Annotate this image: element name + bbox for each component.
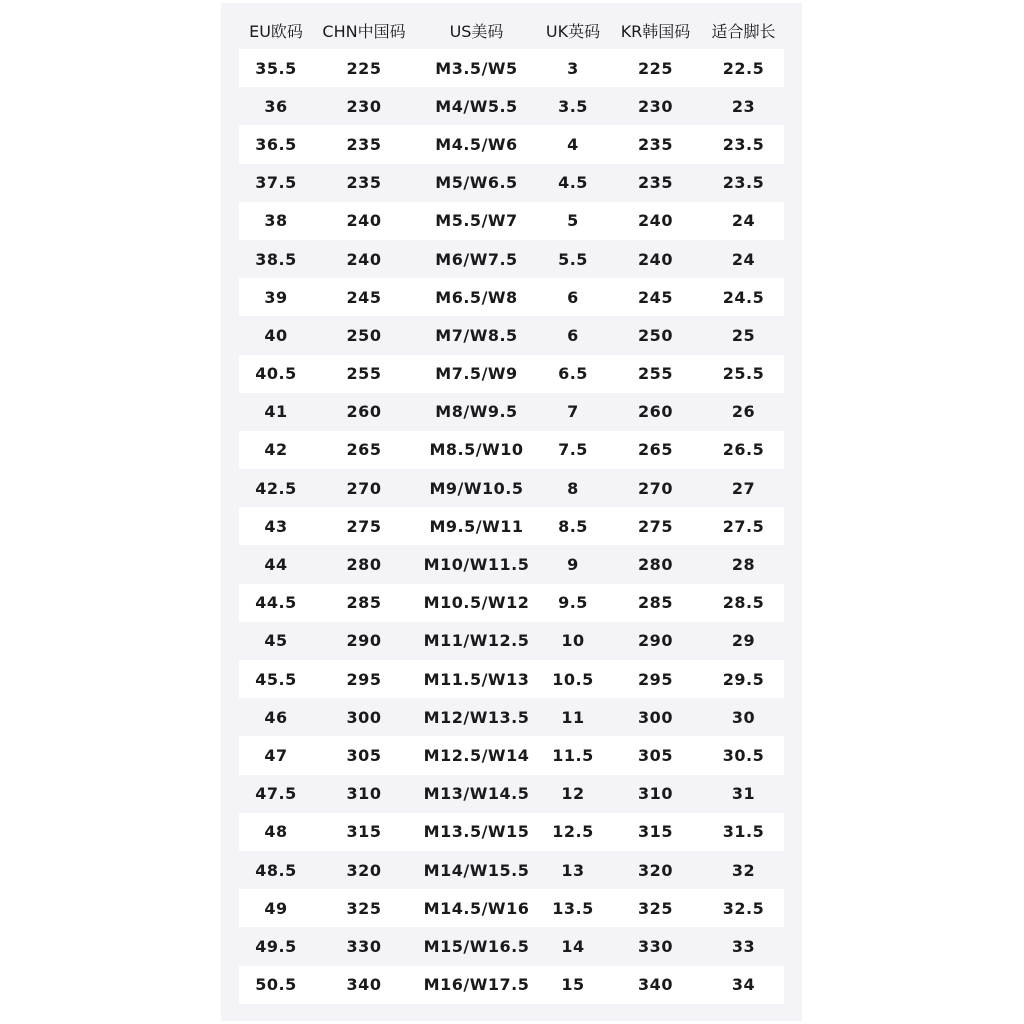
- cell-kr: 225: [638, 58, 673, 78]
- header-foot-length: 适合脚长: [711, 21, 776, 41]
- cell-chn: 230: [346, 96, 382, 116]
- cell-chn: 285: [346, 593, 382, 613]
- cell-foot-length: 22.5: [722, 58, 765, 78]
- table-row: [239, 278, 784, 316]
- cell-uk: 15: [561, 975, 585, 995]
- cell-chn: 305: [346, 745, 382, 765]
- cell-chn: 295: [346, 669, 382, 689]
- header-eu: EU欧码: [249, 21, 303, 41]
- cell-uk: 3: [567, 58, 579, 78]
- table-row: [239, 507, 784, 545]
- cell-eu: 35.5: [255, 58, 297, 78]
- cell-foot-length: 24: [731, 211, 756, 231]
- cell-foot-length: 24: [731, 249, 756, 269]
- cell-kr: 295: [638, 669, 673, 689]
- cell-us: M12/W13.5: [423, 707, 530, 727]
- cell-uk: 7: [567, 402, 579, 422]
- cell-us: M13/W14.5: [423, 784, 530, 804]
- table-row: [239, 393, 784, 431]
- cell-chn: 235: [346, 134, 382, 154]
- cell-us: M14/W15.5: [423, 860, 530, 880]
- table-row: [239, 966, 784, 1004]
- cell-uk: 8: [567, 478, 579, 498]
- cell-us: M7/W8.5: [435, 325, 518, 345]
- cell-foot-length: 27: [731, 478, 756, 498]
- cell-us: M5/W6.5: [435, 173, 518, 193]
- cell-foot-length: 31: [731, 784, 756, 804]
- header-uk: UK英码: [545, 21, 601, 41]
- cell-uk: 12: [561, 784, 585, 804]
- table-body: [239, 49, 784, 1004]
- cell-us: M5.5/W7: [435, 211, 518, 231]
- cell-eu: 45.5: [255, 669, 297, 689]
- cell-uk: 9.5: [558, 593, 588, 613]
- cell-eu: 40.5: [255, 364, 297, 384]
- cell-foot-length: 30: [731, 707, 756, 727]
- cell-eu: 41: [264, 402, 288, 422]
- table-row: [239, 355, 784, 393]
- table-row: [239, 622, 784, 660]
- cell-uk: 6.5: [558, 364, 588, 384]
- cell-eu: 46: [264, 707, 288, 727]
- cell-foot-length: 29: [731, 631, 756, 651]
- cell-eu: 39: [264, 287, 288, 307]
- table-row: [239, 125, 784, 163]
- cell-chn: 225: [346, 58, 382, 78]
- cell-eu: 44: [264, 555, 288, 575]
- cell-chn: 315: [346, 822, 382, 842]
- cell-chn: 270: [346, 478, 382, 498]
- cell-uk: 4: [567, 134, 579, 154]
- cell-foot-length: 31.5: [722, 822, 765, 842]
- cell-uk: 12.5: [552, 822, 594, 842]
- cell-kr: 275: [638, 516, 673, 536]
- cell-foot-length: 26.5: [722, 440, 765, 460]
- cell-kr: 235: [638, 134, 673, 154]
- cell-uk: 10.5: [552, 669, 594, 689]
- cell-kr: 320: [638, 860, 673, 880]
- table-row: [239, 164, 784, 202]
- cell-kr: 240: [638, 211, 673, 231]
- cell-eu: 38.5: [255, 249, 297, 269]
- cell-chn: 330: [346, 936, 382, 956]
- cell-kr: 260: [638, 402, 673, 422]
- cell-us: M12.5/W14: [423, 745, 530, 765]
- cell-uk: 10: [561, 631, 585, 651]
- cell-us: M8/W9.5: [435, 402, 518, 422]
- cell-kr: 240: [638, 249, 673, 269]
- cell-chn: 310: [346, 784, 382, 804]
- cell-eu: 44.5: [255, 593, 297, 613]
- cell-uk: 4.5: [558, 173, 588, 193]
- cell-uk: 6: [567, 325, 579, 345]
- header-us: US美码: [449, 21, 504, 41]
- cell-us: M13.5/W15: [423, 822, 530, 842]
- table-row: [239, 736, 784, 774]
- table-row: [239, 660, 784, 698]
- cell-chn: 250: [346, 325, 382, 345]
- cell-us: M9/W10.5: [429, 478, 524, 498]
- cell-foot-length: 32: [731, 860, 756, 880]
- cell-us: M11/W12.5: [423, 631, 530, 651]
- table-row: [239, 698, 784, 736]
- cell-chn: 245: [346, 287, 382, 307]
- cell-eu: 43: [264, 516, 288, 536]
- cell-kr: 250: [638, 325, 673, 345]
- cell-kr: 230: [638, 96, 673, 116]
- table-row: [239, 202, 784, 240]
- cell-foot-length: 24.5: [722, 287, 765, 307]
- cell-us: M15/W16.5: [423, 936, 530, 956]
- cell-chn: 240: [346, 249, 382, 269]
- table-row: [239, 775, 784, 813]
- cell-chn: 300: [346, 707, 382, 727]
- cell-eu: 38: [264, 211, 288, 231]
- cell-us: M7.5/W9: [435, 364, 518, 384]
- cell-kr: 325: [638, 898, 673, 918]
- cell-uk: 11: [561, 707, 585, 727]
- table-row: [239, 87, 784, 125]
- cell-chn: 290: [346, 631, 382, 651]
- cell-foot-length: 28: [731, 555, 756, 575]
- cell-us: M10/W11.5: [423, 555, 530, 575]
- table-row: [239, 469, 784, 507]
- cell-eu: 36.5: [255, 134, 297, 154]
- cell-us: M4/W5.5: [435, 96, 518, 116]
- cell-kr: 235: [638, 173, 673, 193]
- cell-kr: 285: [638, 593, 673, 613]
- cell-foot-length: 30.5: [722, 745, 765, 765]
- cell-foot-length: 23.5: [722, 173, 765, 193]
- table-header: [239, 12, 784, 48]
- cell-kr: 245: [638, 287, 673, 307]
- cell-eu: 36: [264, 96, 288, 116]
- cell-uk: 14: [561, 936, 585, 956]
- cell-eu: 47: [264, 745, 288, 765]
- cell-eu: 45: [264, 631, 288, 651]
- cell-kr: 300: [638, 707, 673, 727]
- cell-kr: 265: [638, 440, 673, 460]
- cell-us: M11.5/W13: [423, 669, 530, 689]
- cell-us: M6/W7.5: [435, 249, 518, 269]
- cell-chn: 280: [346, 555, 382, 575]
- cell-us: M16/W17.5: [423, 975, 530, 995]
- cell-eu: 40: [264, 325, 288, 345]
- cell-kr: 255: [638, 364, 673, 384]
- cell-foot-length: 29.5: [722, 669, 765, 689]
- cell-chn: 255: [346, 364, 382, 384]
- table-row: [239, 813, 784, 851]
- cell-uk: 11.5: [552, 745, 594, 765]
- cell-us: M14.5/W16: [423, 898, 530, 918]
- cell-uk: 13.5: [552, 898, 594, 918]
- table-row: [239, 584, 784, 622]
- cell-chn: 275: [346, 516, 382, 536]
- cell-eu: 49: [264, 898, 288, 918]
- cell-us: M3.5/W5: [435, 58, 518, 78]
- cell-foot-length: 23: [731, 96, 756, 116]
- cell-uk: 5: [567, 211, 579, 231]
- cell-kr: 270: [638, 478, 673, 498]
- table-row: [239, 316, 784, 354]
- cell-uk: 13: [561, 860, 585, 880]
- cell-kr: 290: [638, 631, 673, 651]
- table-row: [239, 851, 784, 889]
- table-row: [239, 927, 784, 965]
- cell-eu: 47.5: [255, 784, 297, 804]
- cell-eu: 37.5: [255, 173, 297, 193]
- cell-uk: 6: [567, 287, 579, 307]
- cell-chn: 325: [346, 898, 382, 918]
- table-row: [239, 431, 784, 469]
- cell-kr: 310: [638, 784, 673, 804]
- cell-uk: 9: [567, 555, 579, 575]
- cell-kr: 280: [638, 555, 673, 575]
- cell-kr: 340: [638, 975, 673, 995]
- table-row: [239, 240, 784, 278]
- cell-foot-length: 25.5: [722, 364, 765, 384]
- cell-foot-length: 25: [731, 325, 756, 345]
- cell-chn: 235: [346, 173, 382, 193]
- cell-us: M10.5/W12: [423, 593, 530, 613]
- cell-kr: 315: [638, 822, 673, 842]
- cell-eu: 49.5: [255, 936, 297, 956]
- cell-kr: 330: [638, 936, 673, 956]
- cell-eu: 42.5: [255, 478, 297, 498]
- cell-kr: 305: [638, 745, 673, 765]
- cell-chn: 265: [346, 440, 382, 460]
- cell-eu: 48.5: [255, 860, 297, 880]
- table-row: [239, 49, 784, 87]
- cell-eu: 48: [264, 822, 288, 842]
- cell-us: M4.5/W6: [435, 134, 518, 154]
- cell-us: M8.5/W10: [429, 440, 524, 460]
- header-chn: CHN中国码: [322, 21, 406, 41]
- table-row: [239, 889, 784, 927]
- cell-foot-length: 32.5: [722, 898, 765, 918]
- cell-chn: 320: [346, 860, 382, 880]
- cell-eu: 50.5: [255, 975, 297, 995]
- cell-us: M6.5/W8: [435, 287, 518, 307]
- cell-eu: 42: [264, 440, 288, 460]
- cell-foot-length: 26: [731, 402, 756, 422]
- cell-chn: 340: [346, 975, 382, 995]
- cell-foot-length: 34: [731, 975, 756, 995]
- cell-foot-length: 27.5: [722, 516, 765, 536]
- header-kr: KR韩国码: [620, 21, 691, 41]
- cell-foot-length: 28.5: [722, 593, 765, 613]
- table-row: [239, 545, 784, 583]
- cell-uk: 3.5: [558, 96, 588, 116]
- cell-uk: 5.5: [558, 249, 588, 269]
- cell-chn: 260: [346, 402, 382, 422]
- cell-chn: 240: [346, 211, 382, 231]
- cell-foot-length: 23.5: [722, 134, 765, 154]
- cell-us: M9.5/W11: [429, 516, 524, 536]
- cell-uk: 8.5: [558, 516, 588, 536]
- cell-foot-length: 33: [731, 936, 756, 956]
- cell-uk: 7.5: [558, 440, 588, 460]
